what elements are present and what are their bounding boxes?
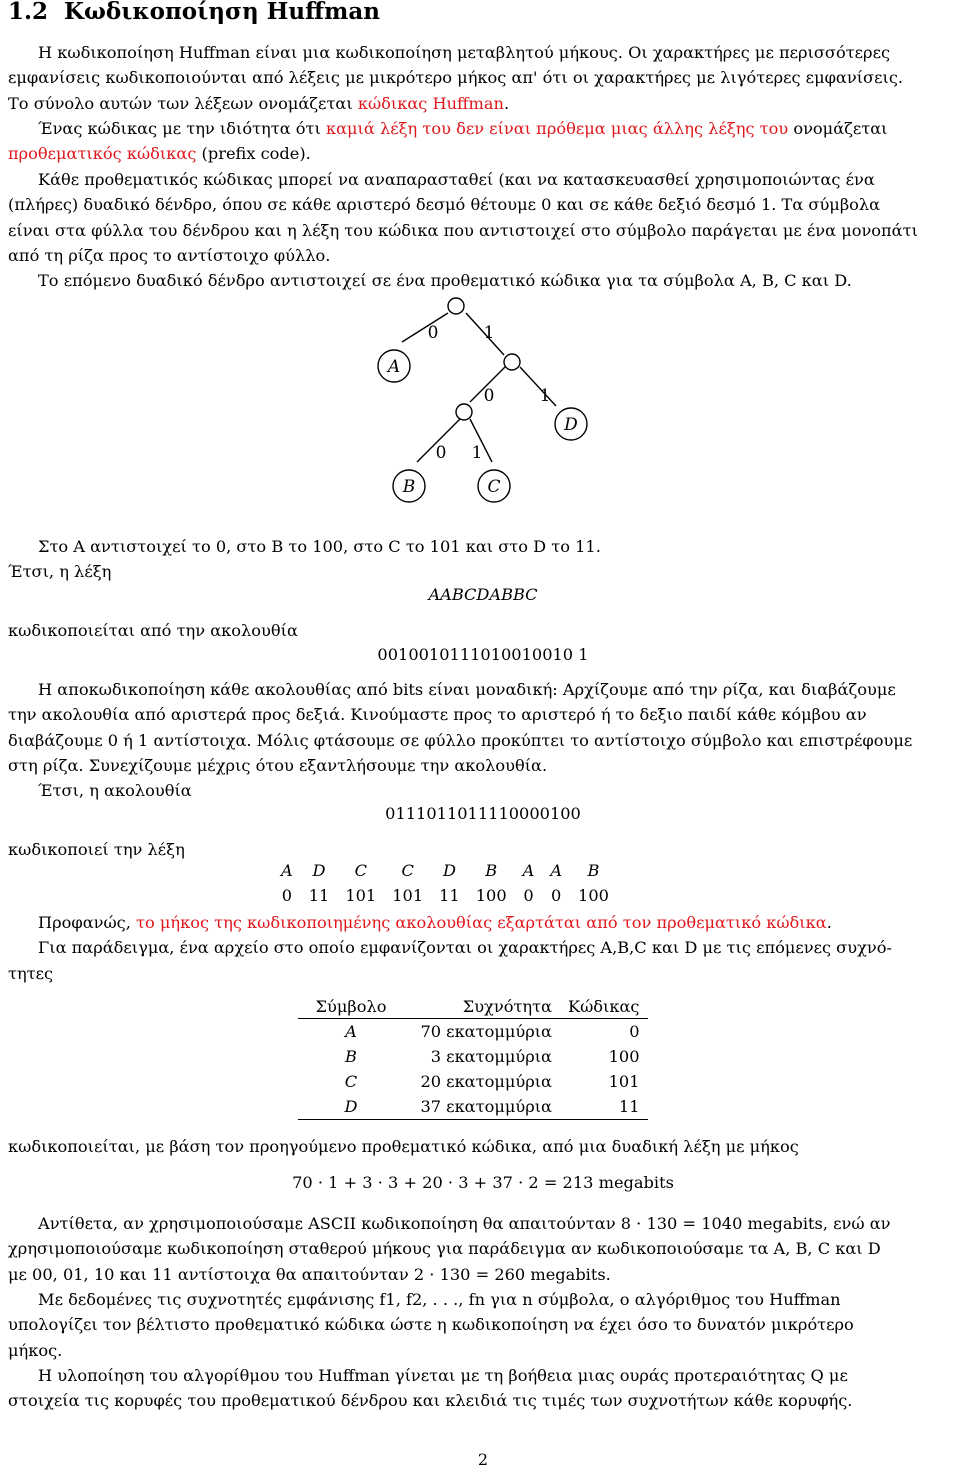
table-row	[298, 1069, 648, 1094]
decode-line-3: διαβάζουμε 0 ή 1 αντίστοιχα. Μόλις φτάσουμε σε φύλλο προκύπτει το αντίστοιχο σύμβολο και επιστρέφουμε	[8, 730, 913, 750]
decoded-symbol: A	[522, 861, 535, 880]
decode-line-1: Η αποκωδικοποίηση κάθε ακολουθίας από bits είναι μοναδική: Αρχίζουμε από την ρίζα, και διαβάζουμε	[38, 680, 896, 699]
tree-para-line-1: Κάθε προθεματικός κώδικας μπορεί να αναπαρασταθεί (και να κατασκευασθεί χρησιμοποιώντας ένα	[38, 170, 875, 189]
decode-line-4: στη ρίζα. Συνεχίζουμε μέχρις ότου εξαντλήσουμε την ακολουθία.	[8, 755, 548, 775]
impl-line-1: Η υλοποίηση του αλγορίθμου του Huffman γίνεται με τη βοήθεια μιας ουράς προτεραιότητας Q με	[38, 1366, 848, 1385]
decoded-code: 0	[281, 886, 292, 905]
decoded-code: 0	[551, 886, 562, 905]
ascii-line-3: με 00, 01, 10 και 11 αντίστοιχα θα απαιτούνταν 2 · 130 = 260 megabits.	[8, 1264, 611, 1284]
tree-internal-node-1	[504, 354, 520, 370]
impl-paragraph	[8, 1363, 958, 1414]
conclusion-line-2: Για παράδειγμα, ένα αρχείο στο οποίο εμφανίζονται οι χαρακτήρες A,B,C και D με τις επόμενες συχνό-	[38, 938, 892, 958]
ascii-paragraph	[8, 1211, 958, 1287]
decode-sequence: 0111011011110000100	[385, 804, 581, 823]
example-word: AABCDABBC	[428, 585, 538, 604]
decoded-code: 101	[345, 886, 377, 905]
conclusion-paragraph	[8, 910, 958, 986]
tree-leaf-b-label: B	[402, 477, 416, 497]
frequency-table	[298, 996, 648, 1120]
prefix-code-term: προθεματικός κώδικας	[8, 144, 197, 164]
intro-line-3-end: .	[503, 93, 510, 113]
tree-edge-root-left	[402, 313, 448, 342]
prefix-line-1-end: ονομάζεται	[788, 119, 888, 138]
frequency-table-header	[298, 996, 648, 1019]
row-frequency: 3 εκατομμύρια	[430, 1047, 552, 1066]
decoded-symbol: D	[442, 861, 456, 880]
row-code: 100	[608, 1047, 640, 1066]
mapping-line-1: Στο A αντιστοιχεί το 0, στο B το 100, στο C το 101 και στο D το 11.	[38, 537, 601, 556]
row-symbol: C	[344, 1072, 358, 1091]
section-title: Κωδικοποίηση Huffman	[64, 0, 380, 25]
tree-edge-label-0: 0	[427, 323, 439, 343]
tree-edge-label-0: 0	[483, 386, 495, 406]
decoded-symbol: D	[312, 861, 326, 880]
optimal-line-3: μήκος.	[8, 1340, 63, 1360]
tree-edge-label-1: 1	[471, 443, 483, 463]
tree-para-line-3: είναι στα φύλλα του δένδρου και η λέξη του κώδικα που αντιστοιχεί στο σύμβολο παράγεται με ένα μονοπάτι	[8, 220, 918, 240]
decode-line-2: την ακολουθία από αριστερά προς δεξιά. Κινούμαστε προς το αριστερό ή το δεξιο παιδί κάθε κόμβου αν	[8, 705, 867, 725]
binary-tree-diagram	[8, 0, 958, 520]
table-row	[298, 1094, 648, 1120]
mapping-line-3: κωδικοποιείται από την ακολουθία	[8, 621, 298, 640]
row-code: 0	[629, 1022, 640, 1041]
decoded-symbol: B	[485, 861, 498, 880]
tree-internal-node-2	[456, 404, 472, 420]
tree-leaf-d-label: D	[564, 415, 578, 435]
conclusion-line-1: Προφανώς,	[38, 913, 137, 932]
decode-line-5: Έτσι, η ακολουθία	[38, 781, 192, 801]
huffman-code-term: κώδικας Huffman	[357, 93, 504, 113]
tree-edge-label-1: 1	[539, 386, 551, 406]
impl-line-2: στοιχεία τις κορυφές του προθεματικού δένδρου και κλειδιά τις τιμές των συχνοτήτων κάθε κορυφής.	[8, 1391, 853, 1411]
section-number: 1.2	[8, 0, 49, 25]
conclusion-line-1-end: .	[826, 913, 832, 932]
decoded-symbol: C	[354, 861, 367, 880]
prefix-line-2-end: (prefix code).	[196, 144, 311, 164]
calc-line-1: κωδικοποιείται, με βάση τον προηγούμενο προθεματικό κώδικα, από μια δυαδική λέξη με μήκος	[8, 1137, 799, 1156]
intro-line-3: Το σύνολο αυτών των λέξεων ονομάζεται	[8, 93, 358, 113]
tree-para-line-4: από τη ρίζα προς το αντίστοιχο φύλλο.	[8, 245, 331, 265]
optimal-line-1: Με δεδομένες τις συχνοτητές εμφάνισης f1, f2, . . ., fn για n σύμβολα, ο αλγόριθμος του Huffman	[38, 1290, 841, 1309]
decode-line-6: κωδικοποιεί την λέξη	[8, 840, 185, 859]
tree-edge-n1-right	[520, 367, 556, 406]
ascii-line-1: Αντίθετα, αν χρησιμοποιούσαμε ASCII κωδικοποίηση θα απαιτούνταν 8 · 130 = 1040 megabits, ενώ αν	[38, 1214, 891, 1233]
prefix-line-1: Ένας κώδικας με την ιδιότητα ότι	[38, 119, 326, 138]
length-formula: 70 · 1 + 3 · 3 + 20 · 3 + 37 · 2 = 213 megabits	[292, 1173, 674, 1192]
header-frequency: Συχνότητα	[404, 996, 560, 1019]
optimal-line-2: υπολογίζει τον βέλτιστο προθεματικό κώδικα ώστε η κωδικοποίηση να έχει όσο το δυνατόν μικρότερο	[8, 1315, 854, 1335]
tree-para-line-5: Το επόμενο δυαδικό δένδρο αντιστοιχεί σε ένα προθεματικό κώδικα για τα σύμβολα A, B, C και D.	[38, 271, 852, 291]
tree-leaf-c-label: C	[487, 477, 501, 497]
decoded-code: 100	[578, 886, 609, 905]
optimal-paragraph	[8, 1287, 958, 1363]
mapping-paragraph	[8, 534, 958, 585]
conclusion-line-3: τητες	[8, 963, 54, 983]
decoded-table	[273, 858, 617, 908]
page-number: 2	[477, 1450, 489, 1469]
decode-paragraph	[8, 677, 958, 803]
row-frequency: 70 εκατομμύρια	[420, 1022, 552, 1041]
row-symbol: D	[298, 1094, 404, 1120]
decoded-symbol: A	[550, 861, 563, 880]
tree-para-line-2: (πλήρες) δυαδικό δένδρο, όπου σε κάθε αριστερό δεσμό θέτουμε 0 και σε κάθε δεξιό δεσμό 1. Τα σύμβολα	[8, 195, 881, 215]
tree-leaf-a-label: A	[387, 357, 401, 377]
row-symbol: B	[345, 1047, 357, 1066]
table-row	[298, 1019, 648, 1045]
row-frequency: 20 εκατομμύρια	[420, 1072, 552, 1091]
decoded-code: 11	[439, 886, 460, 905]
row-frequency: 37 εκατομμύρια	[404, 1094, 560, 1120]
decoded-code: 101	[392, 886, 424, 905]
row-code: 101	[608, 1072, 640, 1091]
length-dependency-highlight: το μήκος της κωδικοποιημένης ακολουθίας εξαρτάται από τον προθεματικό κώδικα	[136, 913, 827, 932]
row-symbol: A	[345, 1022, 357, 1041]
encoded-sequence: 0010010111010010010 1	[377, 645, 589, 664]
intro-line-2: εμφανίσεις κωδικοποιούνται από λέξεις με μικρότερο μήκος απ' ότι οι χαρακτήρες με λιγότερες εμφανίσεις.	[8, 68, 904, 88]
decoded-code: 100	[475, 886, 507, 905]
decoded-symbol: A	[281, 861, 293, 880]
decoded-code: 0	[523, 886, 534, 905]
header-symbol: Σύμβολο	[298, 996, 404, 1019]
row-code: 11	[560, 1094, 648, 1120]
table-row	[298, 1044, 648, 1069]
tree-edge-label-0: 0	[435, 443, 447, 463]
intro-line-1: Η κωδικοποίηση Huffman είναι μια κωδικοποίηση μεταβλητού μήκους. Οι χαρακτήρες με περισσότερες	[38, 43, 891, 62]
mapping-line-2: Έτσι, η λέξη	[8, 562, 112, 582]
header-code: Κώδικας	[560, 996, 648, 1019]
ascii-line-2: χρησιμοποιούσαμε κωδικοποίηση σταθερού μήκους για παράδειγμα αν κωδικοποιούσαμε τα A, B, C και D	[8, 1239, 881, 1259]
decoded-symbol: B	[587, 861, 600, 880]
tree-root-node	[448, 298, 464, 314]
decoded-symbols-row	[273, 858, 617, 883]
decoded-code: 11	[308, 886, 330, 905]
decoded-codes-row	[273, 883, 617, 908]
tree-edge-label-1: 1	[483, 323, 495, 343]
prefix-property-highlight: καμιά λέξη του δεν είναι πρόθεμα μιας άλλης λέξης του	[325, 119, 789, 138]
decoded-symbol: C	[401, 861, 414, 880]
